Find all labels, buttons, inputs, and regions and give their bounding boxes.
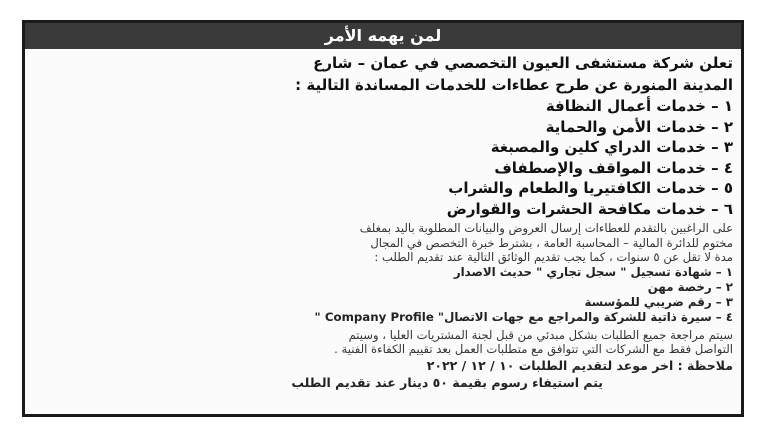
requirement-item: ٤ – سيرة ذاتية للشركة والمراجع مع جهات الاتصال" Company Profile " [314, 310, 733, 325]
terms-paragraph [33, 221, 733, 265]
service-item: ٤ – خدمات المواقف والإصطفاف [494, 158, 733, 177]
fee-note: يتم استيفاء رسوم بقيمة ٥٠ دينار عند تقديم الطلب [291, 374, 603, 390]
terms-line: مدة لا تقل عن ٥ سنوات ، كما يجب تقديم الوثائق التالية عند تقديم الطلب : [374, 250, 733, 265]
terms-line: مختوم للدائرة المالية – المحاسبة العامة ، بشترط خبرة التخصص في المجال [370, 235, 733, 250]
requirements-list [33, 265, 733, 326]
ad-content [25, 49, 741, 391]
review-line: سيتم مراجعة جميع الطلبات بشكل مبدئي من قبل لجنة المشتريات العليا ، وسيتم [348, 327, 733, 342]
intro-line-1: تعلن شركة مستشفى العيون التخصصي في عمان – شارع [313, 54, 733, 72]
review-line: التواصل فقط مع الشركات التي تتوافق مع متطلبات العمل بعد تقييم الكفاءة الفنية . [334, 342, 733, 357]
service-item: ٣ – خدمات الدراي كلين والمصبغة [490, 138, 733, 156]
deadline-note: ملاحظة : اخر موعد لتقديم الطلبات ١٠ / ١٢ / ٢٠٢٢ [426, 357, 733, 373]
service-item: ٦ – خدمات مكافحة الحشرات والقوارض [446, 199, 733, 218]
service-item: ١ – خدمات أعمال النظافة [545, 97, 733, 115]
service-item: ٥ – خدمات الكافتيريا والطعام والشراب [448, 179, 733, 197]
header-title: لمن يهمه الأمر [25, 23, 741, 49]
terms-line: على الراغبين بالتقدم للعطاءات إرسال العروض والبيانات المطلوبة باليد بمغلف [359, 221, 733, 235]
intro-line-2: المدينة المنورة عن طرح عطاءات للخدمات المساندة التالية : [295, 76, 733, 94]
requirement-item: ٣ – رقم ضريبي للمؤسسة [584, 295, 733, 310]
services-list [33, 96, 733, 219]
advertisement-box [22, 20, 744, 417]
service-item: ٢ – خدمات الأمن والحماية [545, 117, 733, 136]
requirement-item: ٢ – رخصة مهن [647, 279, 733, 294]
review-paragraph [33, 328, 733, 357]
requirement-item: ١ – شهادة تسجيل " سجل تجاري " حديث الاصدار [453, 264, 733, 279]
